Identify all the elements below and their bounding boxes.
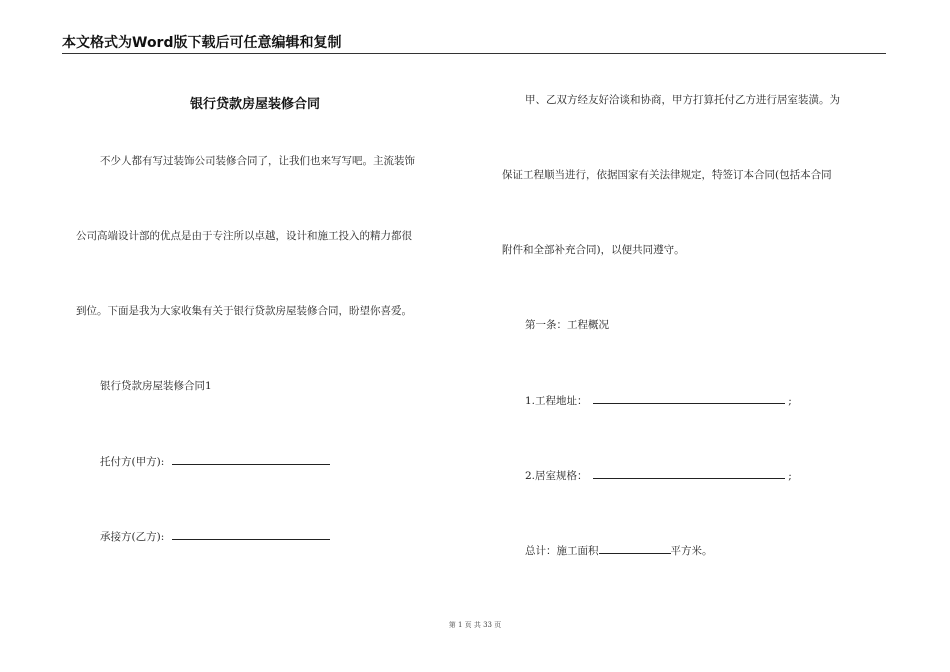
document-title: 银行贷款房屋装修合同 [190, 97, 321, 112]
party-b-blank [172, 529, 330, 540]
project-address-line [525, 393, 792, 408]
article-1-heading: 第一条：工程概况 [525, 319, 609, 331]
total-area-prefix: 总计：施工面积 [525, 545, 599, 557]
intro-line-2: 公司高端设计部的优点是由于专注所以卓越，设计和施工投入的精力都很 [76, 230, 412, 242]
party-a-label: 托付方(甲方): [100, 456, 165, 468]
total-area-suffix: 平方米。 [670, 545, 713, 557]
room-spec-suffix: ; [788, 470, 792, 482]
total-area-blank [599, 543, 671, 554]
contract-heading: 银行贷款房屋装修合同1 [100, 380, 212, 392]
agreement-line-2: 保证工程顺当进行，依据国家有关法律规定，特签订本合同(包括本合同 [502, 169, 832, 181]
room-spec-label: 2.居室规格： [525, 470, 588, 482]
project-address-suffix: ; [788, 395, 792, 407]
agreement-line-3: 附件和全部补充合同)，以便共同遵守。 [502, 244, 685, 256]
intro-line-1: 不少人都有写过装饰公司装修合同了，让我们也来写写吧。主流装饰 [100, 155, 415, 167]
party-a-blank [172, 454, 330, 465]
room-spec-line [525, 468, 792, 483]
party-a-line [100, 454, 330, 469]
page-footer: 第 1 页 共 33 页 [448, 621, 502, 629]
party-b-line [100, 529, 330, 544]
header-divider [62, 53, 886, 54]
room-spec-blank [593, 468, 785, 479]
total-area-line [525, 543, 713, 558]
document-header: 本文格式为Word版下载后可任意编辑和复制 [62, 35, 342, 51]
intro-line-3: 到位。下面是我为大家收集有关于银行贷款房屋装修合同，盼望你喜爱。 [76, 305, 412, 317]
agreement-line-1: 甲、乙双方经友好洽谈和协商，甲方打算托付乙方进行居室装潢。为 [525, 94, 840, 106]
party-b-label: 承接方(乙方): [100, 531, 165, 543]
project-address-label: 1.工程地址： [525, 395, 588, 407]
project-address-blank [593, 393, 785, 404]
